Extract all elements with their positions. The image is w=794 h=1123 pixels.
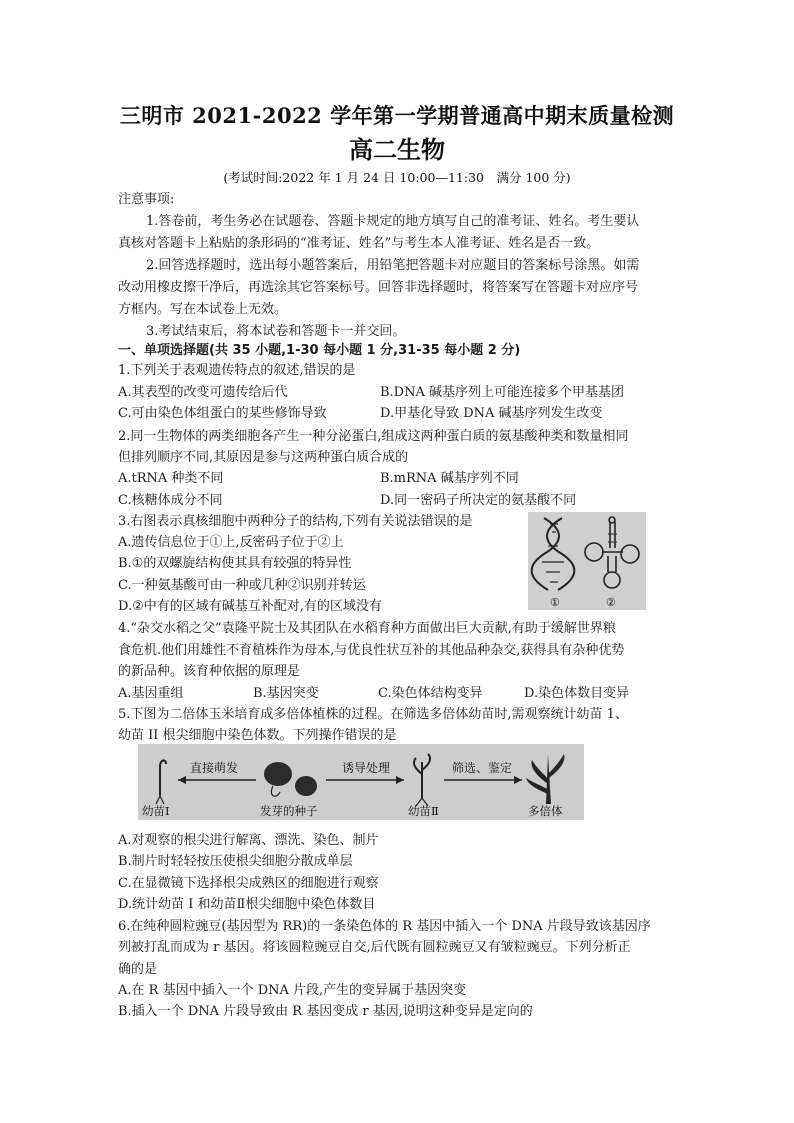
q2-stem-line1: 2.同一生物体的两类细胞各产生一种分泌蛋白,组成这两种蛋白质的氨基酸种类和数量相同 — [118, 429, 629, 444]
q6-stem-line1: 6.在纯种圆粒豌豆(基因型为 RR)的一条染色体的 R 基因中插入一个 DNA 片段导致该基因序 — [118, 919, 651, 934]
dna-trna-illustration — [528, 512, 646, 610]
note-2-line3: 方框内。写在本试卷上无效。 — [118, 302, 288, 317]
note-3: 3.考试结束后，将本试卷和答题卡一并交回。 — [146, 324, 406, 339]
q5-option-d: D.统计幼苗 I 和幼苗Ⅱ根尖细胞中染色体数目 — [118, 897, 376, 912]
exam-title: 三明市 2021-2022 学年第一学期普通高中期末质量检测 — [119, 103, 675, 128]
note-2-line1: 2.回答选择题时，选出每小题答案后，用铅笔把答题卡对应题目的答案标号涂黑。如需 — [146, 258, 640, 273]
q3-option-a: A.遗传信息位于①上,反密码子位于②上 — [118, 535, 344, 550]
q3-option-c: C.一种氨基酸可由一种或几种②识别并转运 — [118, 578, 366, 593]
q1-option-d: D.甲基化导致 DNA 碱基序列发生改变 — [380, 406, 603, 421]
note-1-line2: 真核对答题卡上粘贴的条形码的“准考证、姓名”与考生本人准考证、姓名是否一致。 — [118, 236, 600, 251]
q6-stem-line3: 确的是 — [118, 962, 158, 977]
label-seedling-2: 幼苗Ⅱ — [408, 804, 439, 818]
section-heading: 一、单项选择题(共 35 小题,1-30 每小题 1 分,31-35 每小题 2 分) — [118, 343, 521, 358]
q4-option-d: D.染色体数目变异 — [524, 686, 630, 701]
label-polyploid: 多倍体 — [528, 804, 563, 818]
note-2-line2: 改动用橡皮擦干净后，再选涂其它答案标号。回答非选择题时，将答案写在答题卡对应序号 — [118, 280, 639, 295]
q4-option-a: A.基因重组 — [118, 686, 184, 701]
q1-stem: 1.下列关于表观遗传特点的叙述,错误的是 — [118, 363, 356, 378]
q2-option-d: D.同一密码子所决定的氨基酸不同 — [380, 493, 577, 508]
notes-heading: 注意事项: — [118, 192, 175, 207]
q5-stem-line1: 5.下图为二倍体玉米培育成多倍体植株的过程。在筛选多倍体幼苗时,需观察统计幼苗 1、 — [118, 707, 628, 722]
polyploid-process-illustration — [138, 744, 584, 820]
q3-stem: 3.右图表示真核细胞中两种分子的结构,下列有关说法错误的是 — [118, 514, 473, 529]
fig-label-1: ① — [550, 596, 560, 609]
q1-option-a: A.其表型的改变可遗传给后代 — [118, 385, 288, 400]
q1-option-c: C.可由染色体组蛋白的某些修饰导致 — [118, 406, 327, 421]
q5-option-b: B.制片时轻轻按压使根尖细胞分散成单层 — [118, 854, 353, 869]
q2-stem-line2: 但排列顺序不同,其原因是参与这两种蛋白质合成的 — [118, 450, 409, 465]
q4-option-c: C.染色体结构变异 — [378, 686, 483, 701]
q2-option-a: A.tRNA 种类不同 — [118, 471, 224, 486]
q6-option-b: B.插入一个 DNA 片段导致由 R 基因变成 r 基因,说明这种变异是定向的 — [118, 1004, 533, 1019]
q5-stem-line2: 幼苗 II 根尖细胞中染色体数。下列操作错误的是 — [118, 728, 397, 743]
q6-stem-line2: 列被打乱而成为 r 基因。将该圆粒豌豆自交,后代既有圆粒豌豆又有皱粒豌豆。下列分析正 — [118, 940, 631, 955]
q4-stem-line3: 的新品种。该育种依据的原理是 — [118, 664, 301, 679]
q3-option-d: D.②中有的区域有碱基互补配对,有的区域没有 — [118, 599, 382, 614]
arrow3-label: 筛选、鉴定 — [452, 761, 513, 775]
q2-option-c: C.核糖体成分不同 — [118, 493, 223, 508]
q1-option-b: B.DNA 碱基序列上可能连接多个甲基基团 — [380, 385, 625, 400]
arrow2-label: 诱导处理 — [342, 761, 391, 775]
exam-info: (考试时间:2022 年 1 月 24 日 10:00—11:30 满分 100 分) — [223, 170, 571, 185]
subject-title: 高二生物 — [349, 135, 445, 164]
fig-label-2: ② — [606, 596, 616, 609]
q4-option-b: B.基因突变 — [253, 686, 319, 701]
q6-option-a: A.在 R 基因中插入一个 DNA 片段,产生的变异属于基因突变 — [118, 983, 467, 998]
q5-option-a: A.对观察的根尖进行解离、漂洗、染色、制片 — [118, 833, 379, 848]
dna-trna-figure — [528, 512, 646, 610]
q3-option-b: B.①的双螺旋结构使其具有较强的特异性 — [118, 556, 352, 571]
q4-stem-line1: 4.“杂交水稻之父”袁隆平院士及其团队在水稻育种方面做出巨大贡献,有助于缓解世界粮 — [118, 621, 616, 636]
note-1-line1: 1.答卷前，考生务必在试题卷、答题卡规定的地方填写自己的准考证、姓名。考生要认 — [146, 214, 640, 229]
label-germinated-seed: 发芽的种子 — [260, 804, 318, 818]
q2-option-b: B.mRNA 碱基序列不同 — [380, 471, 519, 486]
label-seedling-1: 幼苗I — [142, 804, 170, 818]
polyploid-process-figure — [138, 744, 584, 820]
arrow1-label: 直接萌发 — [190, 761, 239, 775]
q5-option-c: C.在显微镜下选择根尖成熟区的细胞进行观察 — [118, 876, 379, 891]
q4-stem-line2: 食危机.他们用雄性不育植株作为母本,与优良性状互补的其他品种杂交,获得具有杂种优势 — [118, 643, 625, 658]
